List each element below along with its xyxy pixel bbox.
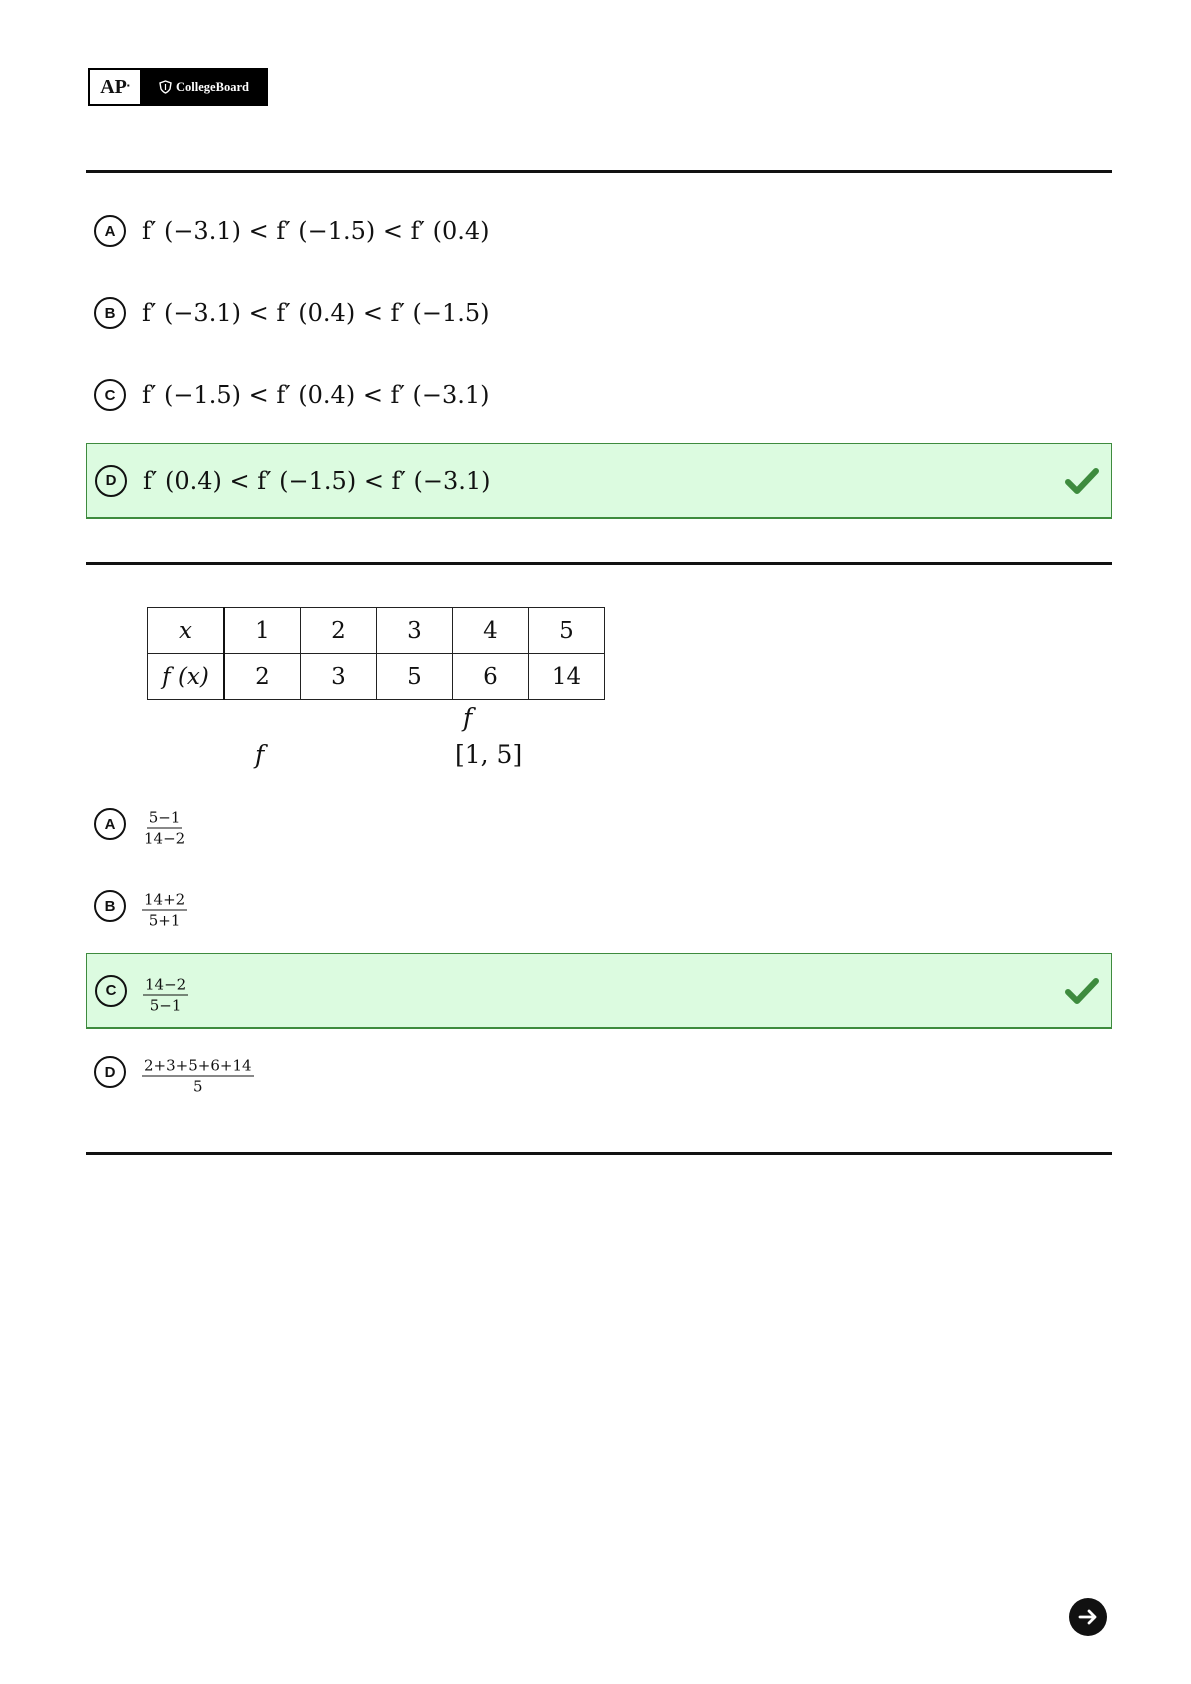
brand-text: CollegeBoard [176, 79, 249, 94]
arrow-right-icon [1076, 1605, 1100, 1629]
q2-choice-a[interactable] [86, 786, 1112, 862]
q1-choice-b[interactable] [86, 275, 1112, 351]
table-header-x: x [148, 608, 225, 654]
choice-letter-bubble: D [94, 1056, 126, 1088]
choice-letter-bubble: D [95, 465, 127, 497]
q2-choice-c[interactable] [86, 953, 1112, 1029]
table-row [148, 654, 605, 700]
table-cell: 4 [453, 608, 529, 654]
divider [86, 170, 1112, 173]
choice-fraction [142, 1049, 254, 1096]
ap-text: AP [100, 75, 127, 98]
divider [86, 1152, 1112, 1155]
numerator: 14−2 [145, 975, 187, 993]
divider [86, 562, 1112, 565]
ap-collegeboard-logo [88, 68, 268, 106]
numerator: 2+3+5+6+14 [144, 1056, 252, 1075]
table-cell: 14 [529, 654, 605, 700]
table-cell: 3 [301, 654, 377, 700]
q1-choice-d[interactable] [86, 443, 1112, 519]
table-cell: 3 [377, 608, 453, 654]
denominator: 5+1 [148, 911, 181, 930]
table-cell: 2 [301, 608, 377, 654]
math-label-f: f [255, 740, 265, 769]
table-cell: 6 [453, 654, 529, 700]
q1-choice-c[interactable] [86, 357, 1112, 433]
ap-mark: AP ▪ [90, 70, 142, 104]
table-cell: 5 [377, 654, 453, 700]
values-table [147, 607, 605, 700]
choice-letter-bubble: C [95, 975, 127, 1007]
denominator: 5 [193, 1077, 203, 1096]
math-label-interval: [1, 5] [455, 740, 523, 769]
choice-fraction [143, 967, 188, 1014]
check-icon [1065, 977, 1099, 1005]
table-cell: 1 [224, 608, 301, 654]
numerator: 14+2 [144, 890, 186, 909]
check-icon [1065, 467, 1099, 495]
math-label-f: f [463, 703, 473, 732]
choice-letter-bubble: B [94, 297, 126, 329]
choice-expression: f′ (−1.5) < f′ (0.4) < f′ (−3.1) [142, 381, 490, 409]
choice-fraction [142, 801, 187, 848]
choice-letter-bubble: B [94, 890, 126, 922]
q2-choice-d[interactable] [86, 1034, 1112, 1110]
choice-expression: f′ (−3.1) < f′ (−1.5) < f′ (0.4) [142, 217, 490, 245]
denominator: 14−2 [144, 829, 186, 848]
numerator: 5−1 [148, 808, 181, 827]
q1-choice-a[interactable] [86, 193, 1112, 269]
choice-letter-bubble: C [94, 379, 126, 411]
table-cell: 5 [529, 608, 605, 654]
choice-expression: f′ (0.4) < f′ (−1.5) < f′ (−3.1) [143, 466, 491, 495]
table-header-fx: f (x) [148, 654, 225, 700]
q2-choice-b[interactable] [86, 868, 1112, 944]
table-row [148, 608, 605, 654]
table-cell: 2 [224, 654, 301, 700]
acorn-shield-icon [159, 80, 172, 94]
denominator: 5−1 [149, 996, 182, 1014]
choice-letter-bubble: A [94, 215, 126, 247]
next-button[interactable] [1069, 1598, 1107, 1636]
choice-fraction [142, 883, 187, 930]
choice-expression: f′ (−3.1) < f′ (0.4) < f′ (−1.5) [142, 299, 490, 327]
choice-letter-bubble: A [94, 808, 126, 840]
collegeboard-mark [142, 70, 266, 104]
